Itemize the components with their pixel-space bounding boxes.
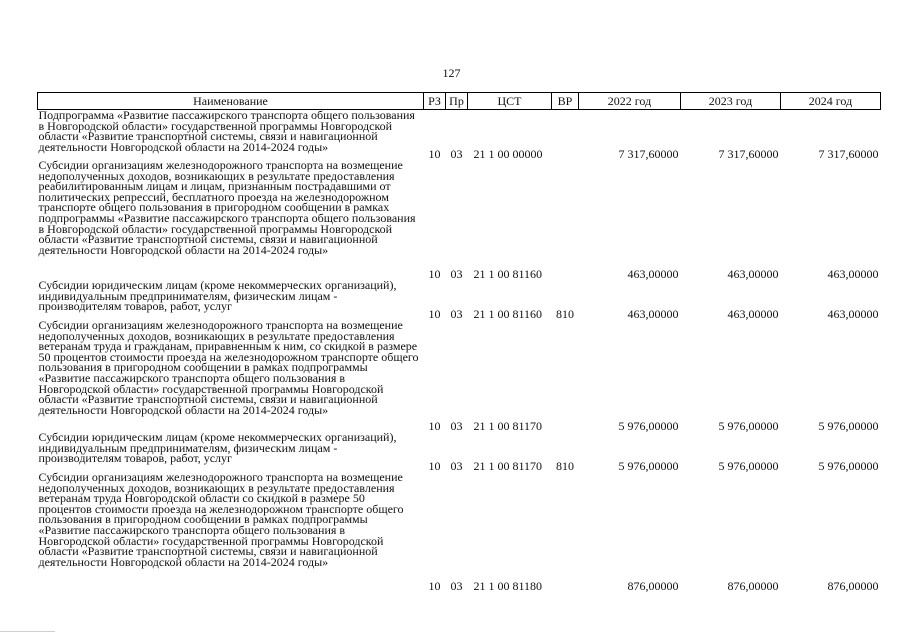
row-cst: 21 1 00 81180 [473, 579, 543, 594]
header-cst: ЦСТ [468, 93, 552, 110]
header-vr: ВР [552, 93, 579, 110]
row-vr [552, 472, 579, 592]
row-rz: 10 [428, 147, 441, 162]
row-2023: 463,00000 [727, 307, 779, 322]
row-cst: 21 1 00 81160 [473, 267, 543, 282]
row-cst: 21 1 00 81160 [473, 307, 543, 322]
table-row [38, 280, 881, 320]
row-pr: 03 [450, 419, 463, 434]
row-2024: 7 317,60000 [818, 147, 879, 162]
row-vr [552, 160, 579, 280]
row-pr: 03 [450, 267, 463, 282]
header-pr: Пр [446, 93, 468, 110]
row-vr [552, 110, 579, 161]
budget-table [37, 92, 881, 592]
row-2022: 463,00000 [627, 307, 679, 322]
row-vr: 810 [556, 459, 574, 474]
row-2024: 876,00000 [827, 579, 879, 594]
row-rz: 10 [428, 267, 441, 282]
row-2023: 5 976,00000 [718, 419, 779, 434]
header-2022: 2022 год [579, 93, 681, 110]
scan-edge-mark [0, 631, 55, 632]
header-rz: РЗ [424, 93, 446, 110]
row-name: Субсидии организациям железнодорожного транспорта на возмещение недополученных доходов, возникающих в результате предоставления реабилитированным лицам и лицам, признанным пострадавшими от политических репрессий, бесплатного проезда на железнодорожном транспорте общего пользования в пригородном сообщении в рамках подпрограммы «Развитие пассажирского транспорта общего пользования в Новгородской области» государственной программы Новгородской области «Развитие транспортной системы, связи и навигационной деятельности Новгородской области на 2014-2024 годы» [38, 158, 416, 257]
row-2024: 5 976,00000 [818, 459, 879, 474]
table-row [38, 472, 881, 592]
header-name: Наименование [38, 93, 424, 110]
header-2023: 2023 год [681, 93, 781, 110]
row-pr: 03 [450, 459, 463, 474]
page-number: 127 [442, 66, 461, 80]
row-2022: 5 976,00000 [618, 459, 679, 474]
row-cst: 21 1 00 81170 [473, 419, 543, 434]
row-rz: 10 [428, 419, 441, 434]
row-2023: 7 317,60000 [718, 147, 779, 162]
row-pr: 03 [450, 307, 463, 322]
table-header [38, 93, 881, 110]
row-2022: 7 317,60000 [618, 147, 679, 162]
row-2023: 463,00000 [727, 267, 779, 282]
row-pr: 03 [450, 147, 463, 162]
row-cst: 21 1 00 00000 [473, 147, 543, 162]
table-row [38, 160, 881, 280]
row-2023: 5 976,00000 [718, 459, 779, 474]
row-cst: 21 1 00 81170 [473, 459, 543, 474]
row-2024: 5 976,00000 [818, 419, 879, 434]
row-2022: 876,00000 [627, 579, 679, 594]
row-pr: 03 [450, 579, 463, 594]
row-2023: 876,00000 [727, 579, 779, 594]
table-row [38, 320, 881, 432]
row-name: Подпрограмма «Развитие пассажирского транспорта общего пользования в Новгородской области» государственной программы Новгородской области «Развитие транспортной системы, связи и навигационной деятельности Новгородской области на 2014-2024 годы» [38, 108, 415, 154]
row-rz: 10 [428, 579, 441, 594]
row-2024: 463,00000 [827, 267, 879, 282]
header-2024: 2024 год [781, 93, 881, 110]
row-vr [552, 320, 579, 432]
table-row [38, 432, 881, 472]
row-rz: 10 [428, 307, 441, 322]
row-name: Субсидии юридическим лицам (кроме некоммерческих организаций), индивидуальным предпринимателям, физическим лицам - производителям товаров, работ, услуг [38, 430, 397, 466]
row-2022: 463,00000 [627, 267, 679, 282]
row-rz: 10 [428, 459, 441, 474]
row-name: Субсидии организациям железнодорожного транспорта на возмещение недополученных доходов, возникающих в результате предоставления ветеранам труда и гражданам, приравненным к ним, со скидкой в размере 50 процентов стоимости проезда на железнодорожном транспорте общего пользования в пригородном сообщении в рамках подпрограммы «Развитие пассажирского транспорта общего пользования в Новгородской области» государственной программы Новгородской области «Развитие транспортной системы, связи и навигационной деятельности Новгородской области на 2014-2024 годы» [38, 318, 419, 417]
row-name: Субсидии организациям железнодорожного транспорта на возмещение недополученных доходов, возникающих в результате предоставления ветеранам труда Новгородской области со скидкой в размере 50 процентов стоимости проезда на железнодорожном транспорте общего пользования в пригородном сообщении в рамках подпрограммы «Развитие пассажирского транспорта общего пользования в Новгородской области» государственной программы Новгородской области «Развитие транспортной системы, связи и навигационной деятельности Новгородской области на 2014-2024 годы» [38, 470, 404, 569]
row-name: Субсидии юридическим лицам (кроме некоммерческих организаций), индивидуальным предпринимателям, физическим лицам - производителям товаров, работ, услуг [38, 278, 397, 314]
row-vr: 810 [556, 307, 574, 322]
row-2024: 463,00000 [827, 307, 879, 322]
table-row [38, 110, 881, 161]
row-2022: 5 976,00000 [618, 419, 679, 434]
